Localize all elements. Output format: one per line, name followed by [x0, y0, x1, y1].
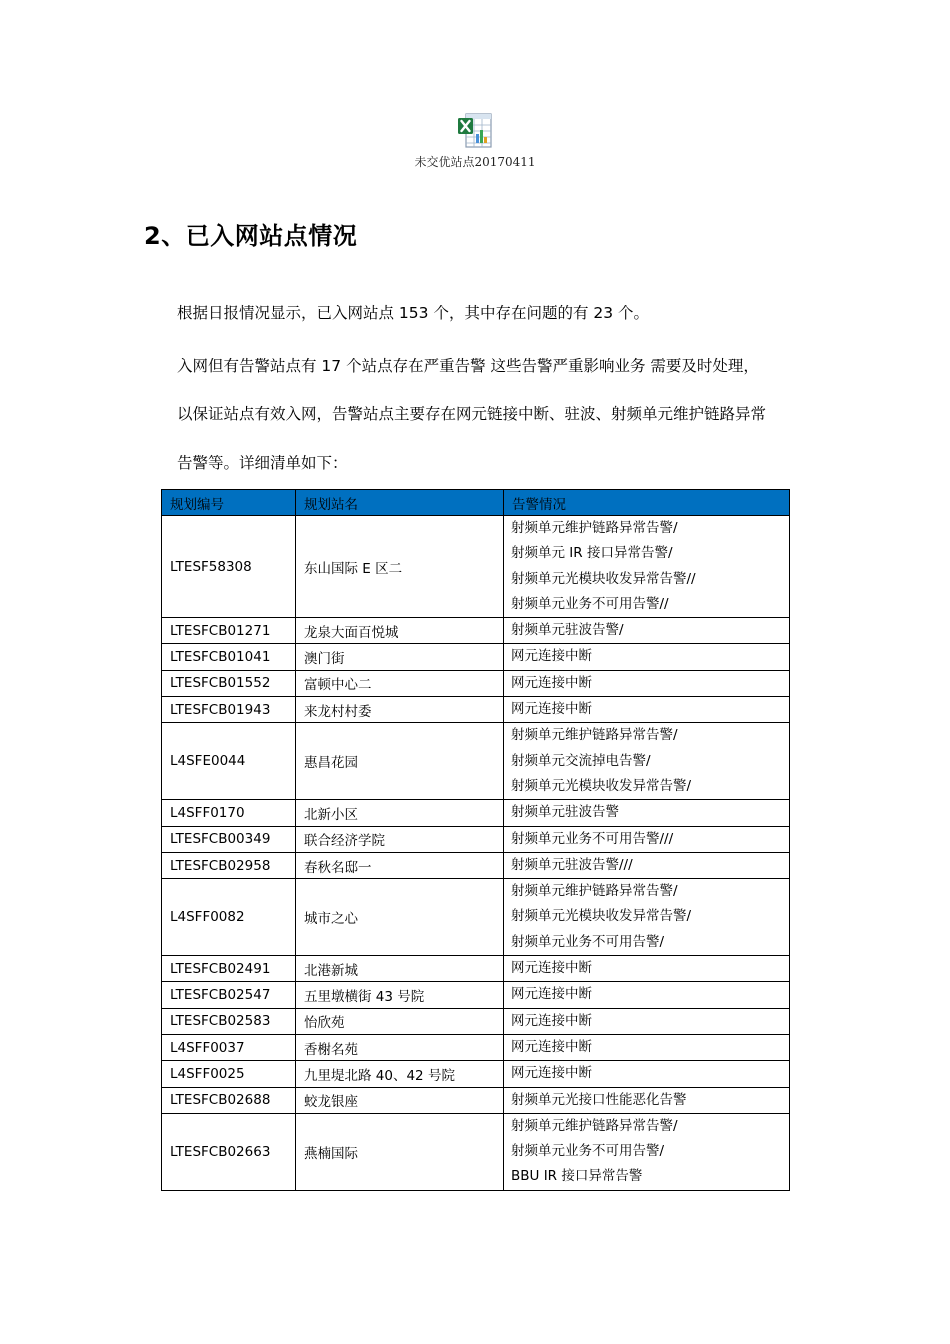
alarm-entry: 网元连接中断: [511, 986, 592, 1003]
site-name-cell: 九里堤北路 40、42 号院: [296, 1061, 504, 1087]
site-name-cell: 五里墩横街 43 号院: [296, 982, 504, 1008]
alarm-entry: 网元连接中断: [511, 960, 592, 977]
alarm-entry: 网元连接中断: [511, 674, 592, 691]
site-id-cell: LTESFCB02491: [162, 956, 296, 982]
alarm-entry: 射频单元业务不可用告警/: [511, 933, 665, 950]
site-id-cell: LTESFCB02958: [162, 852, 296, 878]
alarm-status-cell: [504, 982, 790, 1008]
alarm-status-cell: [504, 1087, 790, 1113]
alarm-site-table: [161, 489, 790, 1191]
site-name-cell: 春秋名邸一: [296, 852, 504, 878]
alarm-entry: 射频单元业务不可用告警/: [511, 1143, 665, 1160]
table-row: [162, 879, 790, 956]
embedded-file-caption: 未交优站点20170411: [414, 155, 536, 169]
alarm-status-cell: [504, 800, 790, 826]
site-name-cell: 燕楠国际: [296, 1113, 504, 1190]
alarm-status-cell: [504, 670, 790, 696]
site-name-cell: 龙泉大面百悦城: [296, 618, 504, 644]
table-row: [162, 1034, 790, 1060]
site-id-cell: L4SFF0025: [162, 1061, 296, 1087]
paragraph-alarm-line-1: 入网但有告警站点有 17 个站点存在严重告警 这些告警严重影响业务 需要及时处理，: [177, 357, 759, 375]
site-id-cell: LTESF58308: [162, 516, 296, 618]
alarm-entry: 射频单元光模块收发异常告警//: [511, 570, 696, 587]
table-row: [162, 516, 790, 618]
site-id-cell: LTESFCB02688: [162, 1087, 296, 1113]
paragraph-alarm-line-3: 告警等。详细清单如下：: [177, 454, 348, 472]
alarm-entry: 射频单元业务不可用告警///: [511, 830, 674, 847]
site-id-cell: LTESFCB02547: [162, 982, 296, 1008]
table-row: [162, 723, 790, 800]
section-heading: 2、已入网站点情况: [144, 222, 358, 250]
alarm-status-cell: [504, 879, 790, 956]
site-id-cell: LTESFCB02583: [162, 1008, 296, 1034]
table-row: [162, 1113, 790, 1190]
alarm-status-cell: [504, 852, 790, 878]
table-row: [162, 1087, 790, 1113]
site-id-cell: L4SFF0170: [162, 800, 296, 826]
table-row: [162, 826, 790, 852]
alarm-status-cell: [504, 644, 790, 670]
alarm-entry: 射频单元光模块收发异常告警/: [511, 777, 692, 794]
alarm-entry: 射频单元维护链路异常告警/: [511, 1117, 678, 1134]
site-name-cell: 北港新城: [296, 956, 504, 982]
table-header-row: [162, 490, 790, 516]
alarm-entry: 射频单元交流掉电告警/: [511, 752, 651, 769]
site-name-cell: 富顿中心二: [296, 670, 504, 696]
alarm-entry: 射频单元驻波告警///: [511, 856, 633, 873]
alarm-status-cell: [504, 516, 790, 618]
table-row: [162, 670, 790, 696]
excel-file-icon: [457, 112, 493, 150]
alarm-entry: 网元连接中断: [511, 701, 592, 718]
alarm-status-cell: [504, 1034, 790, 1060]
alarm-entry: 射频单元业务不可用告警//: [511, 595, 669, 612]
alarm-entry: 网元连接中断: [511, 1065, 592, 1082]
table-body: [162, 516, 790, 1191]
alarm-entry: 网元连接中断: [511, 1012, 592, 1029]
alarm-entry: 射频单元驻波告警: [511, 804, 619, 821]
site-name-cell: 联合经济学院: [296, 826, 504, 852]
alarm-entry: 射频单元维护链路异常告警/: [511, 520, 678, 536]
table-row: [162, 618, 790, 644]
alarm-status-cell: [504, 697, 790, 723]
alarm-status-cell: [504, 618, 790, 644]
site-id-cell: LTESFCB01041: [162, 644, 296, 670]
alarm-entry: 射频单元 IR 接口异常告警/: [511, 545, 673, 562]
table-row: [162, 1061, 790, 1087]
alarm-entry: 射频单元维护链路异常告警/: [511, 727, 678, 744]
alarm-entry: 射频单元维护链路异常告警/: [511, 883, 678, 900]
site-id-cell: L4SFE0044: [162, 723, 296, 800]
site-id-cell: LTESFCB01943: [162, 697, 296, 723]
table-row: [162, 852, 790, 878]
alarm-entry: 网元连接中断: [511, 1038, 592, 1055]
site-name-cell: 城市之心: [296, 879, 504, 956]
site-name-cell: 北新小区: [296, 800, 504, 826]
header-alarm-status: 告警情况: [504, 490, 790, 516]
site-id-cell: LTESFCB01552: [162, 670, 296, 696]
site-name-cell: 东山国际 E 区二: [296, 516, 504, 618]
site-id-cell: L4SFF0082: [162, 879, 296, 956]
header-site-name: 规划站名: [296, 490, 504, 516]
alarm-status-cell: [504, 723, 790, 800]
site-id-cell: L4SFF0037: [162, 1034, 296, 1060]
header-site-id: 规划编号: [162, 490, 296, 516]
alarm-entry: BBU IR 接口异常告警: [511, 1168, 643, 1185]
alarm-entry: 射频单元光接口性能恶化告警: [511, 1091, 687, 1108]
alarm-status-cell: [504, 1061, 790, 1087]
site-name-cell: 来龙村村委: [296, 697, 504, 723]
table-row: [162, 956, 790, 982]
alarm-status-cell: [504, 1008, 790, 1034]
table-row: [162, 800, 790, 826]
table-row: [162, 697, 790, 723]
table-row: [162, 644, 790, 670]
paragraph-alarm-line-2: 以保证站点有效入网，告警站点主要存在网元链接中断、驻波、射频单元维护链路异常: [177, 405, 767, 423]
embedded-spreadsheet[interactable]: [400, 112, 550, 170]
paragraph-summary: 根据日报情况显示，已入网站点 153 个，其中存在问题的有 23 个。: [177, 304, 650, 322]
site-name-cell: 蛟龙银座: [296, 1087, 504, 1113]
site-id-cell: LTESFCB00349: [162, 826, 296, 852]
site-name-cell: 惠昌花园: [296, 723, 504, 800]
table-row: [162, 982, 790, 1008]
site-name-cell: 怡欣苑: [296, 1008, 504, 1034]
alarm-entry: 网元连接中断: [511, 648, 592, 665]
table-row: [162, 1008, 790, 1034]
alarm-status-cell: [504, 1113, 790, 1190]
alarm-status-cell: [504, 956, 790, 982]
alarm-entry: 射频单元驻波告警/: [511, 622, 624, 639]
alarm-entry: 射频单元光模块收发异常告警/: [511, 908, 692, 925]
site-name-cell: 澳门街: [296, 644, 504, 670]
site-id-cell: LTESFCB02663: [162, 1113, 296, 1190]
site-name-cell: 香榭名苑: [296, 1034, 504, 1060]
site-id-cell: LTESFCB01271: [162, 618, 296, 644]
alarm-status-cell: [504, 826, 790, 852]
